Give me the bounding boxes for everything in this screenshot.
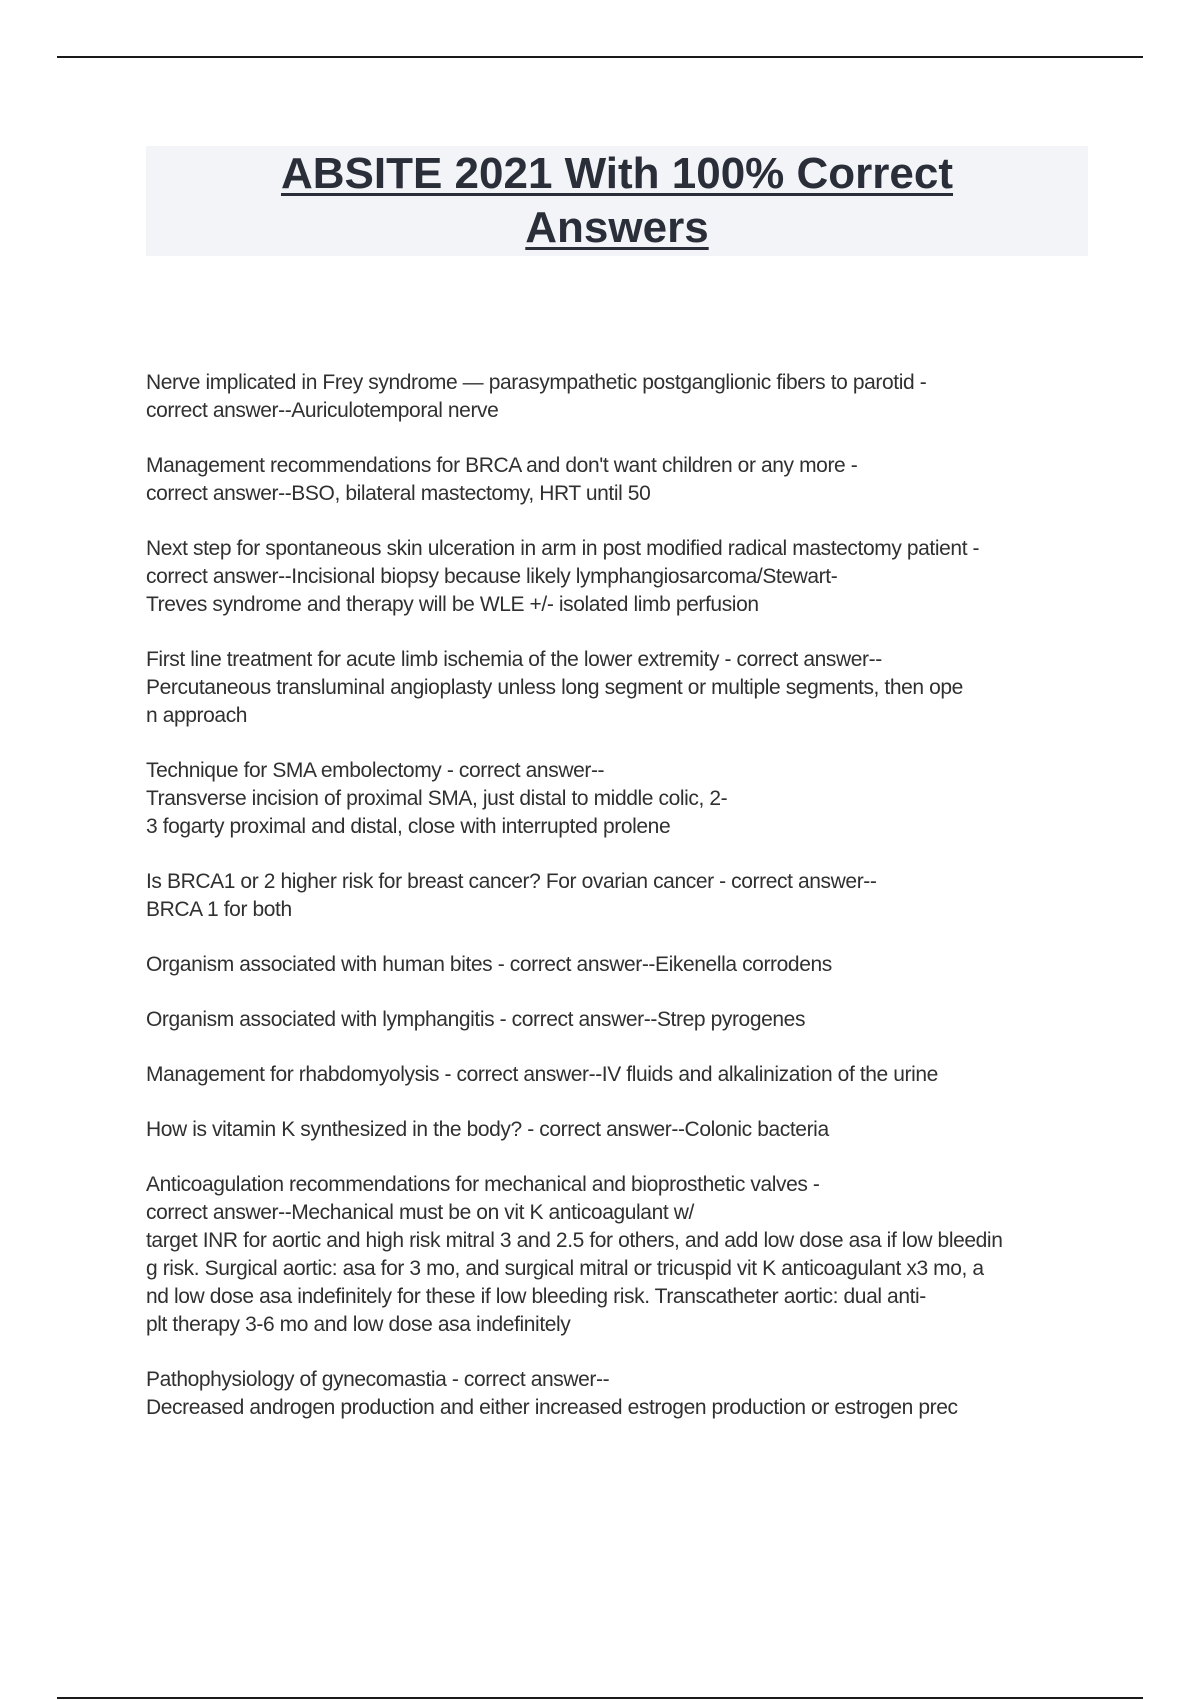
- qa-item: Organism associated with human bites - correct answer--Eikenella corrodens: [146, 953, 832, 976]
- qa-item: First line treatment for acute limb ischemia of the lower extremity - correct answer-- Percutaneous transluminal angioplasty unless long segment or multiple segments, then ope n approach: [146, 648, 963, 727]
- qa-item: How is vitamin K synthesized in the body? - correct answer--Colonic bacteria: [146, 1118, 829, 1141]
- qa-item: Organism associated with lymphangitis - correct answer--Strep pyrogenes: [146, 1008, 806, 1031]
- qa-item: Management recommendations for BRCA and don't want children or any more - correct answer--BSO, bilateral mastectomy, HRT until 50: [146, 454, 858, 505]
- top-divider: [57, 56, 1143, 58]
- qa-item: Is BRCA1 or 2 higher risk for breast cancer? For ovarian cancer - correct answer-- BRCA 1 for both: [146, 870, 877, 921]
- document-title: ABSITE 2021 With 100% Correct Answers: [280, 149, 954, 252]
- qa-item: Pathophysiology of gynecomastia - correct answer-- Decreased androgen production and either increased estrogen production or estrogen prec: [146, 1368, 958, 1419]
- qa-item: Technique for SMA embolectomy - correct answer-- Transverse incision of proximal SMA, just distal to middle colic, 2- 3 fogarty proximal and distal, close with interrupted prolene: [146, 759, 728, 838]
- qa-item: Anticoagulation recommendations for mechanical and bioprosthetic valves - correct answer--Mechanical must be on vit K anticoagulant w/ target INR for aortic and high risk mitral 3 and 2.5 for others, and add low dose asa if low bleedin g risk. Surgical aortic: asa for 3 mo, and surgical mitral or tricuspid vit K anticoagulant x3 mo, a nd low dose asa indefinitely for these if low bleeding risk. Transcatheter aortic: dual anti- plt therapy 3-6 mo and low dose asa indefinitely: [146, 1173, 1003, 1336]
- qa-item: Next step for spontaneous skin ulceration in arm in post modified radical mastectomy patient - correct answer--Incisional biopsy because likely lymphangiosarcoma/Stewart- Treves syndrome and therapy will be WLE +/- isolated limb perfusion: [146, 537, 980, 616]
- bottom-divider: [57, 1697, 1143, 1699]
- qa-item: Nerve implicated in Frey syndrome — parasympathetic postganglionic fibers to parotid - correct answer--Auriculotemporal nerve: [146, 371, 927, 422]
- qa-item: Management for rhabdomyolysis - correct answer--IV fluids and alkalinization of the urine: [146, 1063, 938, 1086]
- title-banner: [146, 146, 1088, 256]
- qa-list: [146, 369, 1092, 1422]
